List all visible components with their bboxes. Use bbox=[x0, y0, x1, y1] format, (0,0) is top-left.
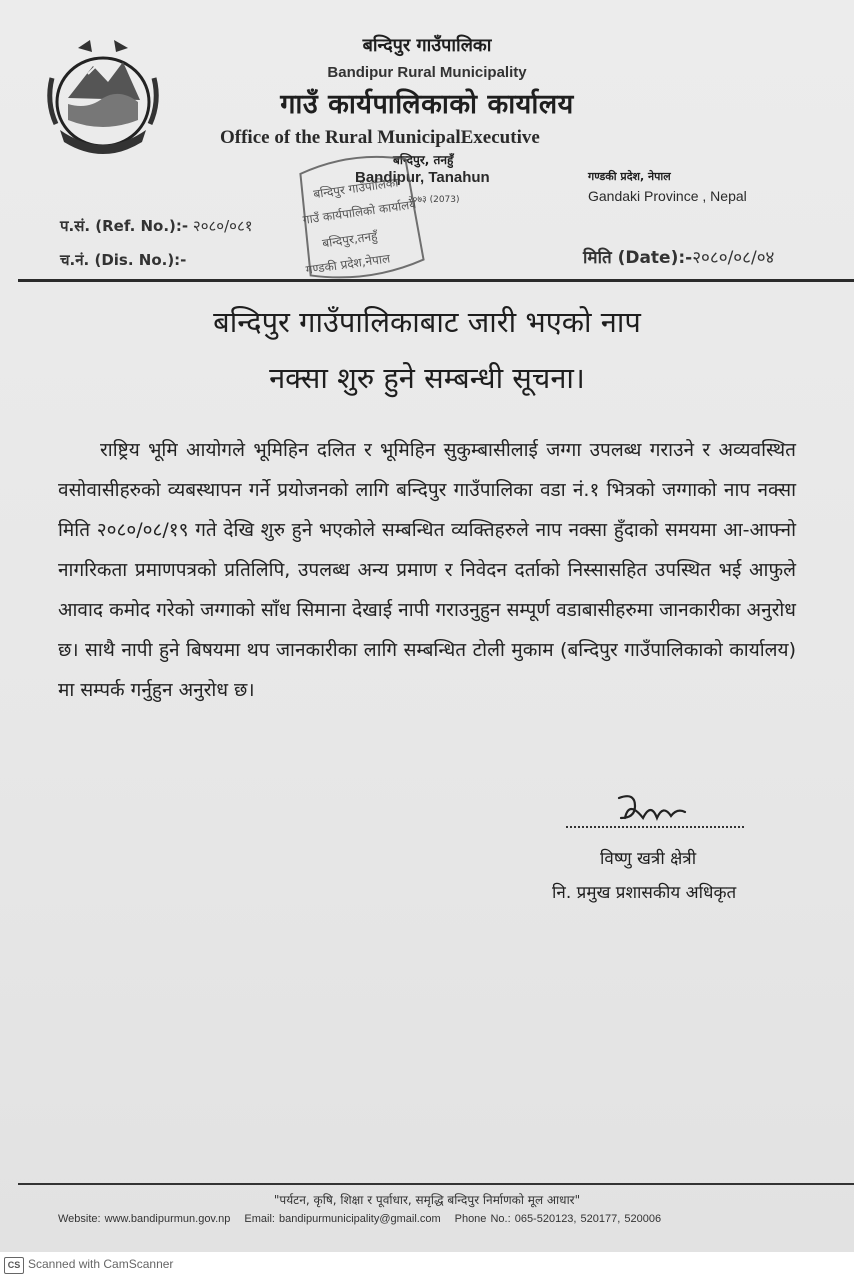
location-en: Bandipur, Tanahun bbox=[355, 169, 490, 186]
footer-website: Website: www.bandipurmun.gov.np bbox=[58, 1213, 231, 1225]
established-year: २०७३ (2073) bbox=[408, 195, 460, 205]
province-en: Gandaki Province , Nepal bbox=[588, 188, 747, 204]
handwritten-signature bbox=[605, 788, 715, 830]
dispatch-number bbox=[60, 250, 186, 270]
footer-email: Email: bandipurmunicipality@gmail.com bbox=[244, 1213, 441, 1225]
office-stamp bbox=[285, 148, 435, 286]
notice-body: राष्ट्रिय भूमि आयोगले भूमिहिन दलित र भूमिहिन सुकुम्बासीलाई जग्गा उपलब्ध गराउने र अव्यवस्थित वसोवासीहरुको व्यबस्थापन गर्ने प्रयोजनको लागि बन्दिपुर गाउँपालिका वडा नं.१ भित्रको जग्गाको नाप नक्सा मिति २०८०/०८/१९ गते देखि शुरु हुने भएकोले सम्बन्धित व्यक्तिहरुले नाप नक्सा हुँदाको समयमा आ-आफ्नो नागरिकता प्रमाणपत्रको प्रतिलिपि, उपलब्ध अन्य प्रमाण र निवेदन दर्ताको निस्सासहित उपस्थित भई आफुले आवाद कमोद गरेको जग्गाको साँध सिमाना देखाई नापी गराउनुहुन सम्पूर्ण वडाबासीहरुमा जानकारीका अनुरोध छ। साथै नापी हुने बिषयमा थप जानकारीका लागि सम्बन्धित टोली मुकाम (बन्दिपुर गाउँपालिकाको कार्यालय) मा सम्पर्क गर्नुहुन अनुरोध छ। bbox=[58, 439, 796, 701]
municipality-name-np: बन्दिपुर गाउँपालिका bbox=[362, 35, 492, 56]
reference-value: २०८०/०८१ bbox=[192, 217, 253, 235]
date-label: मिति (Date):- bbox=[583, 248, 693, 268]
notice-title-line-2: नक्सा शुरु हुने सम्बन्धी सूचना। bbox=[269, 361, 585, 395]
footer-phone: Phone No.: 065-520123, 520177, 520006 bbox=[454, 1213, 662, 1225]
footer-divider bbox=[18, 1183, 854, 1185]
footer-contact bbox=[58, 1213, 661, 1225]
office-name-np: गाउँ कार्यपालिकाको कार्यालय bbox=[280, 89, 574, 120]
reference-number bbox=[60, 216, 253, 236]
stamp-line-4: गण्डकी प्रदेश,नेपाल bbox=[304, 251, 391, 277]
province-np: गण्डकी प्रदेश, नेपाल bbox=[588, 170, 671, 183]
signatory-name: विष्णु खत्री क्षेत्री bbox=[600, 849, 697, 869]
camscanner-text: Scanned with CamScanner bbox=[28, 1257, 174, 1271]
stamp-line-2: गाउँ कार्यपालिको कार्यालय bbox=[301, 197, 418, 227]
signatory-title: नि. प्रमुख प्रशासकीय अधिकृत bbox=[552, 883, 737, 903]
location-np: बन्दिपुर, तनहुँ bbox=[393, 153, 454, 167]
stamp-line-3: बन्दिपुर,तनहुँ bbox=[321, 228, 379, 251]
notice-title-line-1: बन्दिपुर गाउँपालिकाबाट जारी भएको नाप bbox=[213, 305, 641, 339]
dispatch-label: च.नं. (Dis. No.):- bbox=[60, 251, 187, 269]
header-divider bbox=[18, 279, 854, 282]
letter-date bbox=[583, 245, 774, 268]
signature-line bbox=[566, 826, 744, 828]
stamp-line-1: बन्दिपुर गाउँपालिका bbox=[312, 175, 400, 202]
municipality-name-en: Bandipur Rural Municipality bbox=[327, 64, 527, 81]
office-name-en: Office of the Rural MunicipalExecutive bbox=[220, 127, 540, 148]
date-value: २०८०/०८/०४ bbox=[692, 248, 775, 268]
footer-motto: "पर्यटन, कृषि, शिक्षा र पूर्वाधार, समृद्धि बन्दिपुर निर्माणको मूल आधार" bbox=[273, 1193, 581, 1207]
camscanner-icon: CS bbox=[4, 1257, 24, 1274]
reference-label: प.सं. (Ref. No.):- bbox=[60, 217, 189, 235]
